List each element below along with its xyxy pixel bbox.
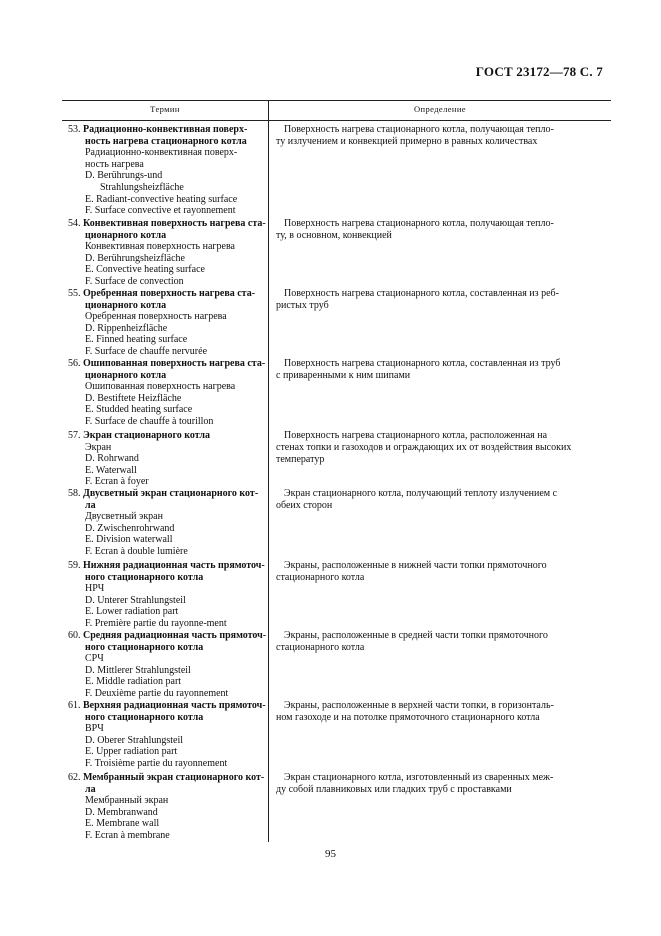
table-header-rule	[62, 120, 611, 121]
term-heading-line	[62, 488, 262, 500]
term-synonym: F. Deuxième partie du rayonnement	[85, 687, 229, 699]
term-heading-line	[62, 370, 262, 382]
page-number: 95	[325, 848, 336, 860]
term-cell	[62, 560, 265, 630]
term-synonym: F. Surface de chauffe nervurée	[85, 345, 208, 357]
term-heading-line	[62, 772, 265, 784]
term-synonym: F. Ecran à foyer	[85, 476, 149, 488]
definition-cell	[276, 560, 606, 584]
term-synonym: ВРЧ	[85, 723, 104, 735]
term-cell	[62, 430, 262, 488]
term-heading-line	[62, 700, 266, 712]
term-synonym: D. Membranwand	[85, 806, 158, 818]
term-synonym: E. Waterwall	[85, 464, 137, 476]
term-heading: ционарного котла	[85, 299, 167, 311]
term-heading: ла	[85, 783, 96, 795]
term-synonym: E. Upper radiation part	[85, 746, 178, 758]
term-synonym: E. Finned heating surface	[85, 334, 188, 346]
table-top-rule	[62, 100, 611, 101]
term-synonym: Конвективная поверхность нагрева	[85, 241, 235, 253]
definition-line: Поверхность нагрева стационарного котла, составленная из реб-	[284, 288, 559, 299]
entry-number: 54.	[68, 218, 81, 229]
term-synonym: D. Bestiftete Heizfläche	[85, 392, 182, 404]
entry-number: 61.	[68, 700, 81, 711]
term-synonym: E. Division waterwall	[85, 534, 173, 546]
term-synonym: D. Berührungs-und	[85, 170, 163, 182]
term-cell	[62, 488, 262, 558]
entry-number: 57.	[68, 430, 81, 441]
entry-number: 59.	[68, 560, 81, 571]
term-synonym: E. Studded heating surface	[85, 404, 193, 416]
term-heading-line	[62, 230, 262, 242]
term-heading-line	[62, 288, 262, 300]
term-synonym: F. Première partie du rayonne-ment	[85, 617, 227, 629]
term-heading: Мембранный экран стационарного кот-	[83, 772, 265, 783]
term-synonym: D. Zwischenrohrwand	[85, 522, 175, 534]
definition-cell	[276, 700, 606, 724]
term-synonym: Радиационно-конвективная поверх-	[85, 147, 238, 159]
definition-line: Экран стационарного котла, получающий теплоту излучением с	[284, 488, 558, 499]
term-synonym: ность нагрева	[85, 158, 144, 170]
term-heading-line	[62, 630, 267, 642]
column-header-term: Термин	[150, 104, 180, 114]
definition-line: Поверхность нагрева стационарного котла, получающая тепло-	[284, 124, 554, 135]
definition-line: стационарного котла	[276, 642, 365, 653]
term-synonym: D. Mittlerer Strahlungsteil	[85, 664, 191, 676]
term-cell	[62, 124, 262, 217]
term-synonym: D. Berührungsheizfläche	[85, 252, 185, 264]
term-heading: Нижняя радиационная часть прямоточ-	[83, 560, 265, 571]
term-synonym: НРЧ	[85, 583, 105, 595]
term-synonym: F. Surface de chauffe à tourillon	[85, 415, 214, 427]
term-synonym: F. Surface de convection	[85, 275, 184, 287]
term-cell	[62, 358, 266, 428]
term-heading-line	[62, 642, 262, 654]
term-heading-line	[62, 124, 262, 136]
term-heading: Оребренная поверхность нагрева ста-	[83, 288, 256, 299]
definition-line: Поверхность нагрева стационарного котла, составленная из труб	[284, 358, 561, 369]
term-synonym: E. Radiant-convective heating surface	[85, 193, 238, 205]
entry-number: 58.	[68, 488, 81, 499]
column-header-definition: Определение	[414, 104, 466, 114]
term-cell	[62, 700, 266, 770]
term-synonym: D. Oberer Strahlungsteil	[85, 734, 184, 746]
term-cell	[62, 772, 265, 842]
definition-line: с приваренными к ним шипами	[276, 370, 411, 381]
terms-table	[62, 100, 611, 842]
term-synonym: Strahlungsheizfläche	[100, 181, 184, 193]
term-heading-line	[62, 784, 262, 796]
term-heading: Радиационно-конвективная поверх-	[83, 124, 248, 135]
term-synonym: F. Troisième partie du rayonnement	[85, 757, 228, 769]
entry-number: 60.	[68, 630, 81, 641]
page-header: ГОСТ 23172—78 С. 7	[475, 64, 603, 79]
term-synonym: E. Convective heating surface	[85, 264, 205, 276]
term-synonym: СРЧ	[85, 653, 104, 665]
definition-cell	[276, 488, 606, 512]
term-cell	[62, 288, 262, 358]
term-synonym: F. Ecran à membrane	[85, 829, 170, 841]
definition-line: стационарного котла	[276, 572, 365, 583]
definition-line: ном газоходе и на потолке прямоточного стационарного котла	[276, 712, 540, 723]
entry-number: 62.	[68, 772, 81, 783]
definition-cell	[276, 772, 606, 796]
term-heading: ционарного котла	[85, 229, 167, 241]
definition-line: стенах топки и газоходов и ограждающих их от воздействия высоких	[276, 442, 572, 453]
definition-line: Экран стационарного котла, изготовленный из сваренных меж-	[284, 772, 554, 783]
term-cell	[62, 218, 266, 288]
definition-line: ду собой плавниковых или гладких труб с проставками	[276, 784, 512, 795]
definition-cell	[276, 218, 606, 242]
term-heading: Экран стационарного котла	[83, 430, 211, 441]
definition-line: ту излучением и конвекцией примерно в равных количествах	[276, 136, 538, 147]
term-heading: Конвективная поверхность нагрева ста-	[83, 218, 266, 229]
term-heading-line	[62, 358, 266, 370]
definition-cell	[276, 358, 606, 382]
term-heading: ность нагрева стационарного котла	[85, 135, 247, 147]
definition-cell	[276, 124, 606, 148]
term-synonym: D. Rohrwand	[85, 453, 139, 465]
term-heading-line	[62, 218, 266, 230]
term-synonym: F. Ecran à double lumière	[85, 545, 188, 557]
definition-cell	[276, 288, 606, 312]
term-heading-line	[62, 560, 265, 572]
term-heading: ного стационарного котла	[85, 641, 204, 653]
term-synonym: Двусветный экран	[85, 511, 163, 523]
term-synonym: D. Unterer Strahlungsteil	[85, 594, 186, 606]
term-heading-line	[62, 430, 262, 442]
term-heading-line	[62, 136, 262, 148]
entry-number: 53.	[68, 124, 81, 135]
entry-number: 56.	[68, 358, 81, 369]
term-heading: ционарного котла	[85, 369, 167, 381]
definition-line: обеих сторон	[276, 500, 333, 511]
term-heading: ного стационарного котла	[85, 571, 204, 583]
definition-line: Экраны, расположенные в нижней части топки прямоточного	[284, 560, 547, 571]
definition-cell	[276, 630, 606, 654]
definition-line: Экраны, расположенные в средней части топки прямоточного	[284, 630, 548, 641]
term-heading-line	[62, 712, 262, 724]
term-synonym: E. Lower radiation part	[85, 606, 179, 618]
term-heading-line	[62, 572, 262, 584]
definition-line: Экраны, расположенные в верхней части топки, в горизонталь-	[284, 700, 554, 711]
term-heading: Средняя радиационная часть прямоточ-	[83, 630, 267, 641]
term-heading: Верхняя радиационная часть прямоточ-	[83, 700, 266, 711]
definition-cell	[276, 430, 606, 466]
term-heading: ного стационарного котла	[85, 711, 204, 723]
term-heading-line	[62, 300, 262, 312]
term-synonym: Ошипованная поверхность нагрева	[85, 381, 236, 393]
term-heading: ла	[85, 499, 96, 511]
term-heading: Двусветный экран стационарного кот-	[83, 488, 259, 499]
definition-line: Поверхность нагрева стационарного котла, расположенная на	[284, 430, 548, 441]
term-synonym: E. Membrane wall	[85, 818, 160, 830]
term-cell	[62, 630, 267, 700]
term-heading-line	[62, 500, 262, 512]
term-synonym: Оребренная поверхность нагрева	[85, 311, 227, 323]
definition-line: ристых труб	[276, 300, 329, 311]
term-heading: Ошипованная поверхность нагрева ста-	[83, 358, 266, 369]
term-synonym: D. Rippenheizfläche	[85, 322, 168, 334]
term-synonym: Мембранный экран	[85, 795, 169, 807]
term-synonym: F. Surface convective et rayonnement	[85, 205, 236, 217]
definition-line: ту, в основном, конвекцией	[276, 230, 392, 241]
table-column-divider	[268, 100, 269, 842]
term-synonym: E. Middle radiation part	[85, 676, 182, 688]
definition-line: температур	[276, 454, 325, 465]
term-synonym: Экран	[85, 441, 112, 453]
entry-number: 55.	[68, 288, 81, 299]
definition-line: Поверхность нагрева стационарного котла, получающая тепло-	[284, 218, 554, 229]
